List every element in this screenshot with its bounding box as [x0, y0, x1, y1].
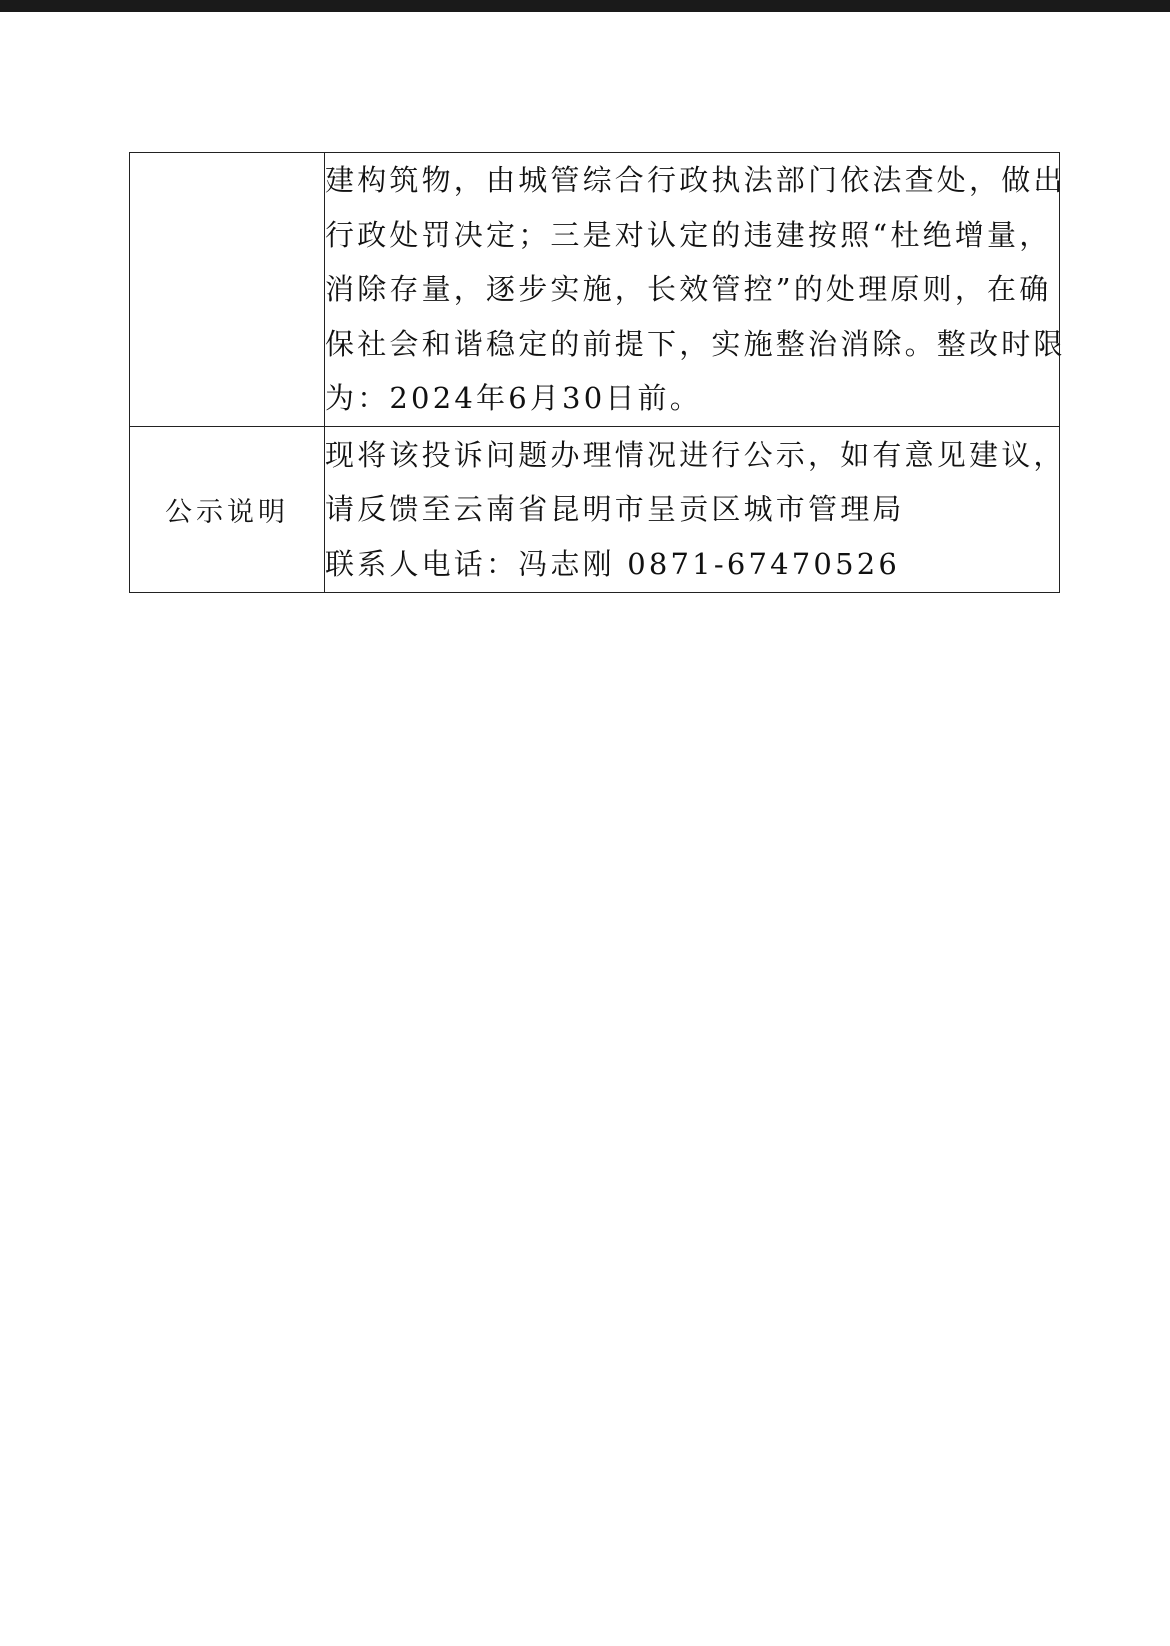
table-row	[130, 427, 1060, 593]
row-content	[325, 153, 1066, 427]
content-line: 消除存量，逐步实施，长效管控”的处理原则，在确	[325, 272, 1052, 307]
row-content	[325, 427, 1066, 593]
content-line: 为：2024年6月30日前。	[325, 381, 702, 416]
content-line: 保社会和谐稳定的前提下，实施整治消除。整改时限	[325, 326, 1066, 361]
notice-table	[129, 152, 1066, 593]
content-line: 现将该投诉问题办理情况进行公示，如有意见建议，	[325, 437, 1066, 472]
document-page	[0, 12, 1170, 1646]
table-row	[130, 153, 1060, 427]
row-label: 公示说明	[130, 427, 325, 593]
content-line: 建构筑物，由城管综合行政执法部门依法查处，做出	[325, 163, 1066, 198]
content-line: 行政处罚决定；三是对认定的违建按照“杜绝增量，	[325, 217, 1052, 252]
content-line: 请反馈至云南省昆明市呈贡区城市管理局	[325, 492, 905, 527]
row-label	[130, 153, 325, 427]
contact-line: 联系人电话：冯志刚 0871-67470526	[325, 546, 901, 581]
top-status-bar	[0, 0, 1170, 12]
